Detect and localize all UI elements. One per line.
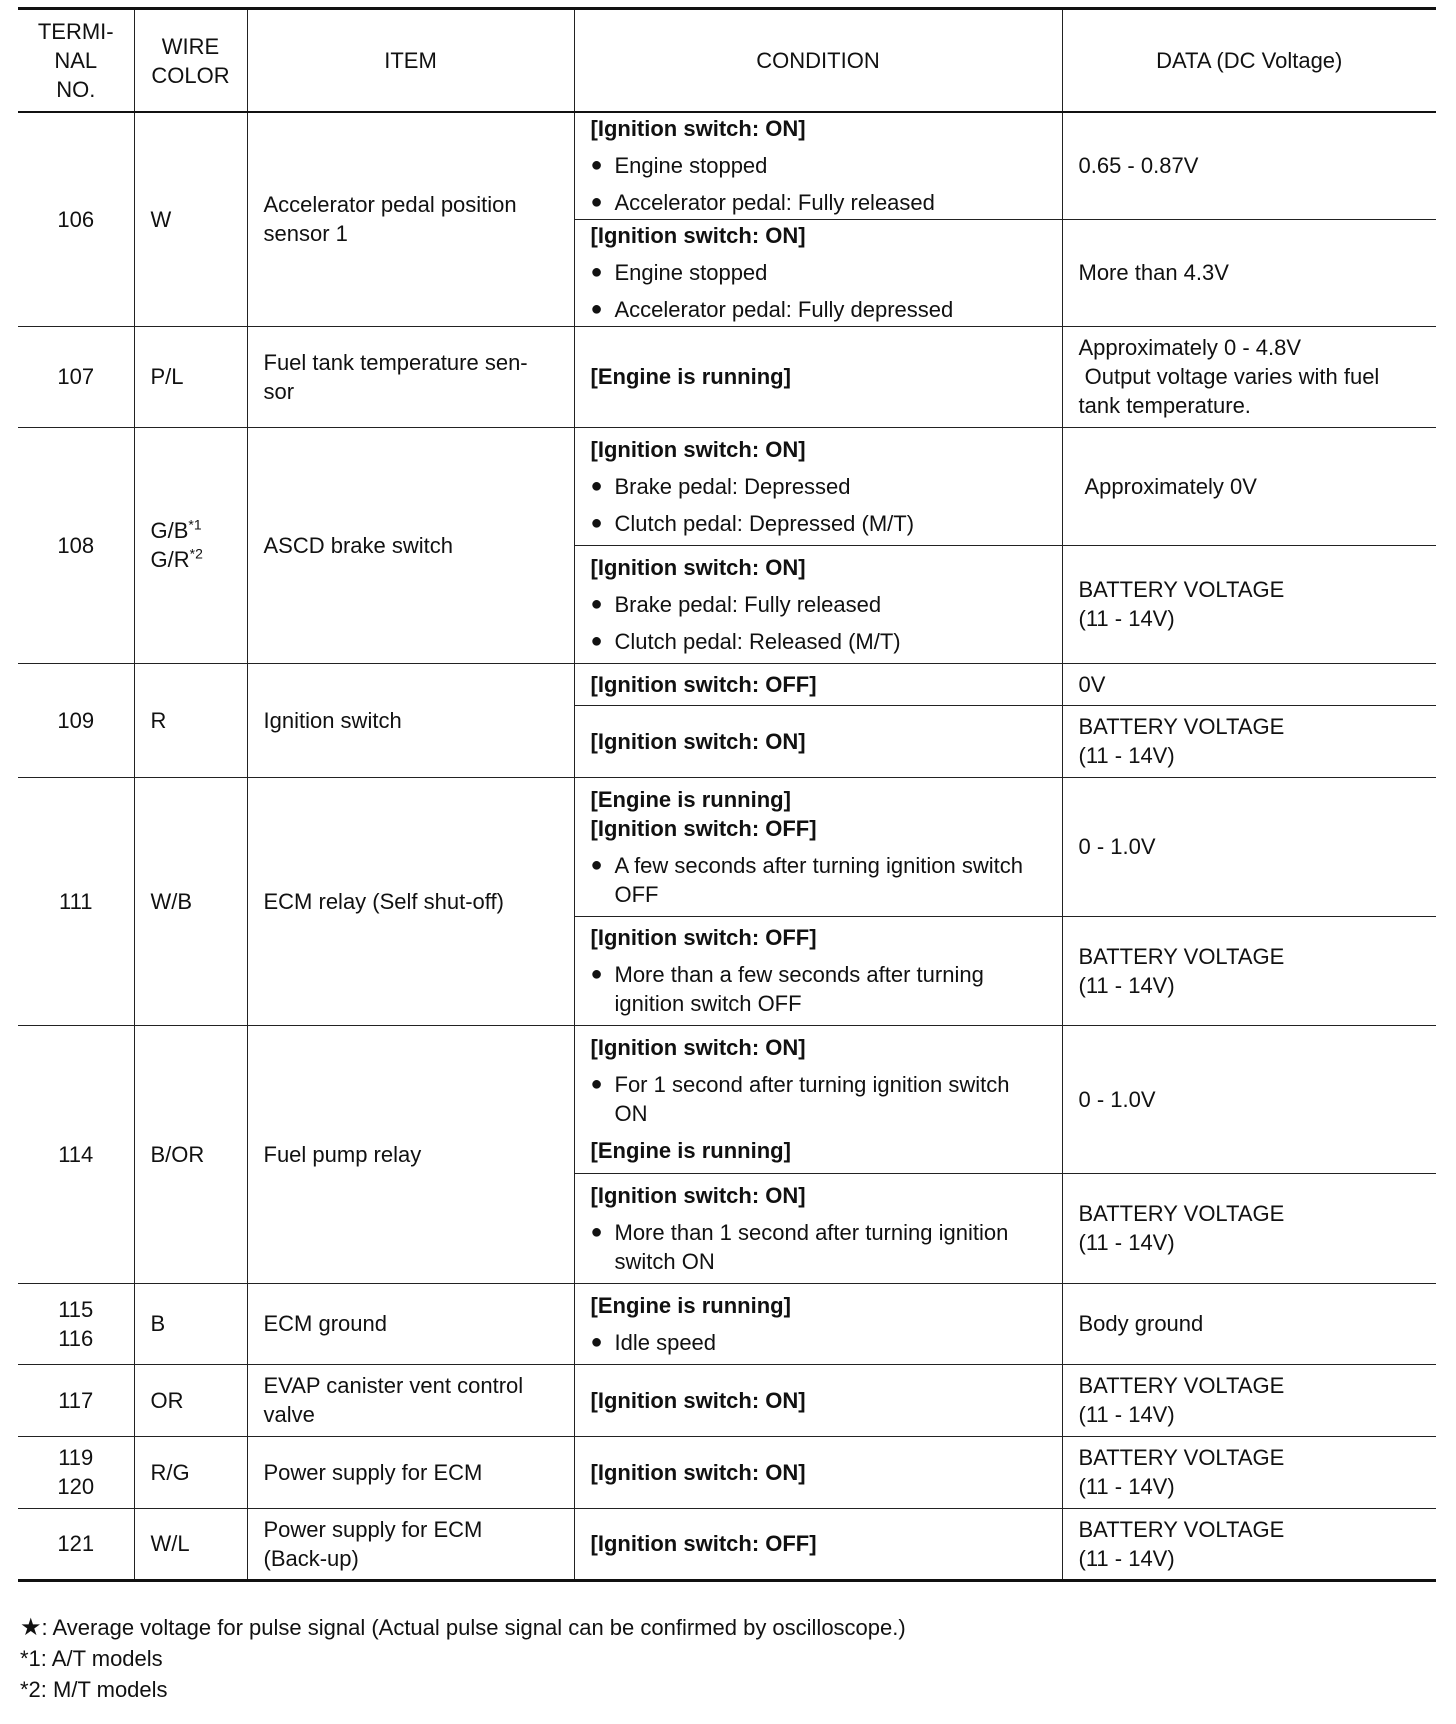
footnote-1: *1: A/T models xyxy=(20,1646,163,1671)
wire-color: OR xyxy=(134,1364,247,1436)
bullet-icon: ● xyxy=(590,1220,603,1243)
data-value: BATTERY VOLTAGE (11 - 14V) xyxy=(1062,1364,1436,1436)
terminal-data-table-document xyxy=(18,7,1436,1582)
footnote-2: *2: M/T models xyxy=(20,1677,168,1702)
condition-heading: [Ignition switch: ON] xyxy=(590,116,806,142)
bullet-icon: ● xyxy=(590,963,603,985)
star-icon: ★ xyxy=(20,1614,42,1641)
data-value: 0.65 - 0.87V xyxy=(1062,112,1436,219)
bullet-icon: ● xyxy=(590,511,603,534)
terminal-number: 115 116 xyxy=(18,1283,134,1364)
wire-color: B/OR xyxy=(134,1025,247,1283)
bullet-icon: ● xyxy=(590,261,603,283)
item-name: EVAP canister vent control valve xyxy=(247,1364,574,1436)
bullet-icon: ● xyxy=(590,298,603,320)
condition-heading: [Ignition switch: OFF] xyxy=(590,671,817,697)
terminal-number: 114 xyxy=(18,1025,134,1283)
condition-heading: [Ignition switch: OFF] xyxy=(590,925,817,950)
condition-heading: [Ignition switch: ON] xyxy=(590,1387,806,1413)
header-data: DATA (DC Voltage) xyxy=(1062,9,1436,113)
data-value: BATTERY VOLTAGE (11 - 14V) xyxy=(1062,1436,1436,1508)
item-name: Power supply for ECM (Back-up) xyxy=(247,1508,574,1580)
data-value: BATTERY VOLTAGE (11 - 14V) xyxy=(1062,1173,1436,1283)
table-row xyxy=(18,1364,1436,1436)
terminal-number: 109 xyxy=(18,663,134,777)
item-name: Fuel tank temperature sen- sor xyxy=(247,326,574,427)
bullet-icon: ● xyxy=(590,853,603,876)
wire-color: R xyxy=(134,663,247,777)
terminal-number: 121 xyxy=(18,1508,134,1580)
condition-bullet: ● Brake pedal: Depressed xyxy=(590,473,851,499)
bullet-icon: ● xyxy=(590,474,603,497)
header-terminal-no: TERMI- NAL NO. xyxy=(18,9,134,113)
condition-bullet: ● Clutch pedal: Released (M/T) xyxy=(590,628,901,654)
condition-bullet: ● Accelerator pedal: Fully depressed xyxy=(590,297,954,322)
table-row xyxy=(18,1283,1436,1364)
condition-heading: [Ignition switch: ON] xyxy=(590,1035,806,1060)
condition-heading: [Ignition switch: ON] xyxy=(590,436,806,462)
header-item: ITEM xyxy=(247,9,574,113)
condition-bullet: ● Engine stopped xyxy=(590,153,768,179)
wire-color: W xyxy=(134,112,247,326)
data-value: 0V xyxy=(1062,663,1436,705)
header-condition: CONDITION xyxy=(574,9,1062,113)
condition-cell xyxy=(574,1283,1062,1364)
condition-heading: [Ignition switch: ON] xyxy=(590,1182,806,1208)
terminal-number: 111 xyxy=(18,777,134,1025)
condition-cell xyxy=(574,326,1062,427)
item-name: ASCD brake switch xyxy=(247,427,574,663)
data-value: BATTERY VOLTAGE (11 - 14V) xyxy=(1062,916,1436,1025)
wire-color: $G/B^{*1}$ $G/R^{*2}$ xyxy=(134,427,247,663)
condition-bullet: ● Brake pedal: Fully released xyxy=(590,591,882,617)
table-row xyxy=(18,1508,1436,1580)
condition-cell xyxy=(574,219,1062,326)
data-value: Body ground xyxy=(1062,1283,1436,1364)
table-row xyxy=(18,326,1436,427)
bullet-icon: ● xyxy=(590,191,603,214)
data-value: 0 - 1.0V xyxy=(1062,1025,1436,1173)
header-row xyxy=(18,9,1436,113)
condition-cell xyxy=(574,112,1062,219)
condition-heading: [Engine is running] xyxy=(590,1292,791,1318)
condition-heading: [Ignition switch: ON] xyxy=(590,223,806,248)
item-name: ECM relay (Self shut-off) xyxy=(247,777,574,1025)
condition-heading: [Ignition switch: ON] xyxy=(590,554,806,580)
data-value: BATTERY VOLTAGE (11 - 14V) xyxy=(1062,1508,1436,1580)
table-row xyxy=(18,112,1436,219)
condition-cell xyxy=(574,663,1062,705)
condition-cell xyxy=(574,1025,1062,1173)
bullet-icon: ● xyxy=(590,1073,603,1095)
condition-heading: [Engine is running] xyxy=(590,786,791,812)
data-value: 0 - 1.0V xyxy=(1062,777,1436,916)
condition-cell xyxy=(574,916,1062,1025)
condition-cell xyxy=(574,545,1062,663)
condition-bullet: ● Accelerator pedal: Fully released xyxy=(590,190,935,216)
item-name: Fuel pump relay xyxy=(247,1025,574,1283)
condition-heading: [Engine is running] xyxy=(590,1138,791,1163)
table-row xyxy=(18,777,1436,916)
ecm-terminal-table xyxy=(18,7,1436,1582)
data-value: Approximately 0 - 4.8V Output voltage varies with fuel tank temperature. xyxy=(1062,326,1436,427)
data-value: BATTERY VOLTAGE (11 - 14V) xyxy=(1062,705,1436,777)
bullet-icon: ● xyxy=(590,629,603,652)
footnote-star: ★: Average voltage for pulse signal (Actual pulse signal can be confirmed by oscilloscope.) xyxy=(20,1614,906,1641)
item-name: Ignition switch xyxy=(247,663,574,777)
item-name: Accelerator pedal position sensor 1 xyxy=(247,112,574,326)
table-row xyxy=(18,427,1436,545)
table-row xyxy=(18,1436,1436,1508)
bullet-icon: ● xyxy=(590,154,603,177)
bullet-icon: ● xyxy=(590,1330,603,1353)
condition-bullet: ● A few seconds after turning ignition switch OFF xyxy=(590,852,1023,907)
condition-bullet: ● More than 1 second after turning ignition switch ON xyxy=(590,1219,1009,1274)
condition-bullet: ● More than a few seconds after turning ignition switch OFF xyxy=(590,962,984,1016)
table-row xyxy=(18,663,1436,705)
item-name: Power supply for ECM xyxy=(247,1436,574,1508)
table-row xyxy=(18,1025,1436,1173)
wire-color: W/B xyxy=(134,777,247,1025)
wire-color: W/L xyxy=(134,1508,247,1580)
terminal-number: 119 120 xyxy=(18,1436,134,1508)
footnotes xyxy=(20,1612,906,1705)
bullet-icon: ● xyxy=(590,592,603,615)
condition-heading: [Ignition switch: OFF] xyxy=(590,815,817,841)
data-value: More than 4.3V xyxy=(1062,219,1436,326)
terminal-number: 107 xyxy=(18,326,134,427)
condition-heading: [Engine is running] xyxy=(590,364,791,389)
condition-bullet: ● Idle speed xyxy=(590,1329,717,1355)
condition-heading: [Ignition switch: ON] xyxy=(590,1459,806,1485)
condition-cell xyxy=(574,1508,1062,1580)
condition-cell xyxy=(574,705,1062,777)
terminal-number: 117 xyxy=(18,1364,134,1436)
wire-color: B xyxy=(134,1283,247,1364)
wire-color: P/L xyxy=(134,326,247,427)
condition-cell xyxy=(574,1173,1062,1283)
condition-cell xyxy=(574,1364,1062,1436)
condition-cell xyxy=(574,427,1062,545)
terminal-number: 106 xyxy=(18,112,134,326)
condition-bullet: ● Engine stopped xyxy=(590,260,768,285)
condition-heading: [Ignition switch: OFF] xyxy=(590,1531,817,1556)
condition-bullet: ● For 1 second after turning ignition switch ON xyxy=(590,1072,1010,1126)
header-wire-color: WIRE COLOR xyxy=(134,9,247,113)
wire-color: R/G xyxy=(134,1436,247,1508)
item-name: ECM ground xyxy=(247,1283,574,1364)
data-value: BATTERY VOLTAGE (11 - 14V) xyxy=(1062,545,1436,663)
condition-heading: [Ignition switch: ON] xyxy=(590,728,806,754)
terminal-number: 108 xyxy=(18,427,134,663)
condition-cell xyxy=(574,1436,1062,1508)
condition-cell xyxy=(574,777,1062,916)
condition-bullet: ● Clutch pedal: Depressed (M/T) xyxy=(590,510,915,536)
data-value: Approximately 0V xyxy=(1062,427,1436,545)
